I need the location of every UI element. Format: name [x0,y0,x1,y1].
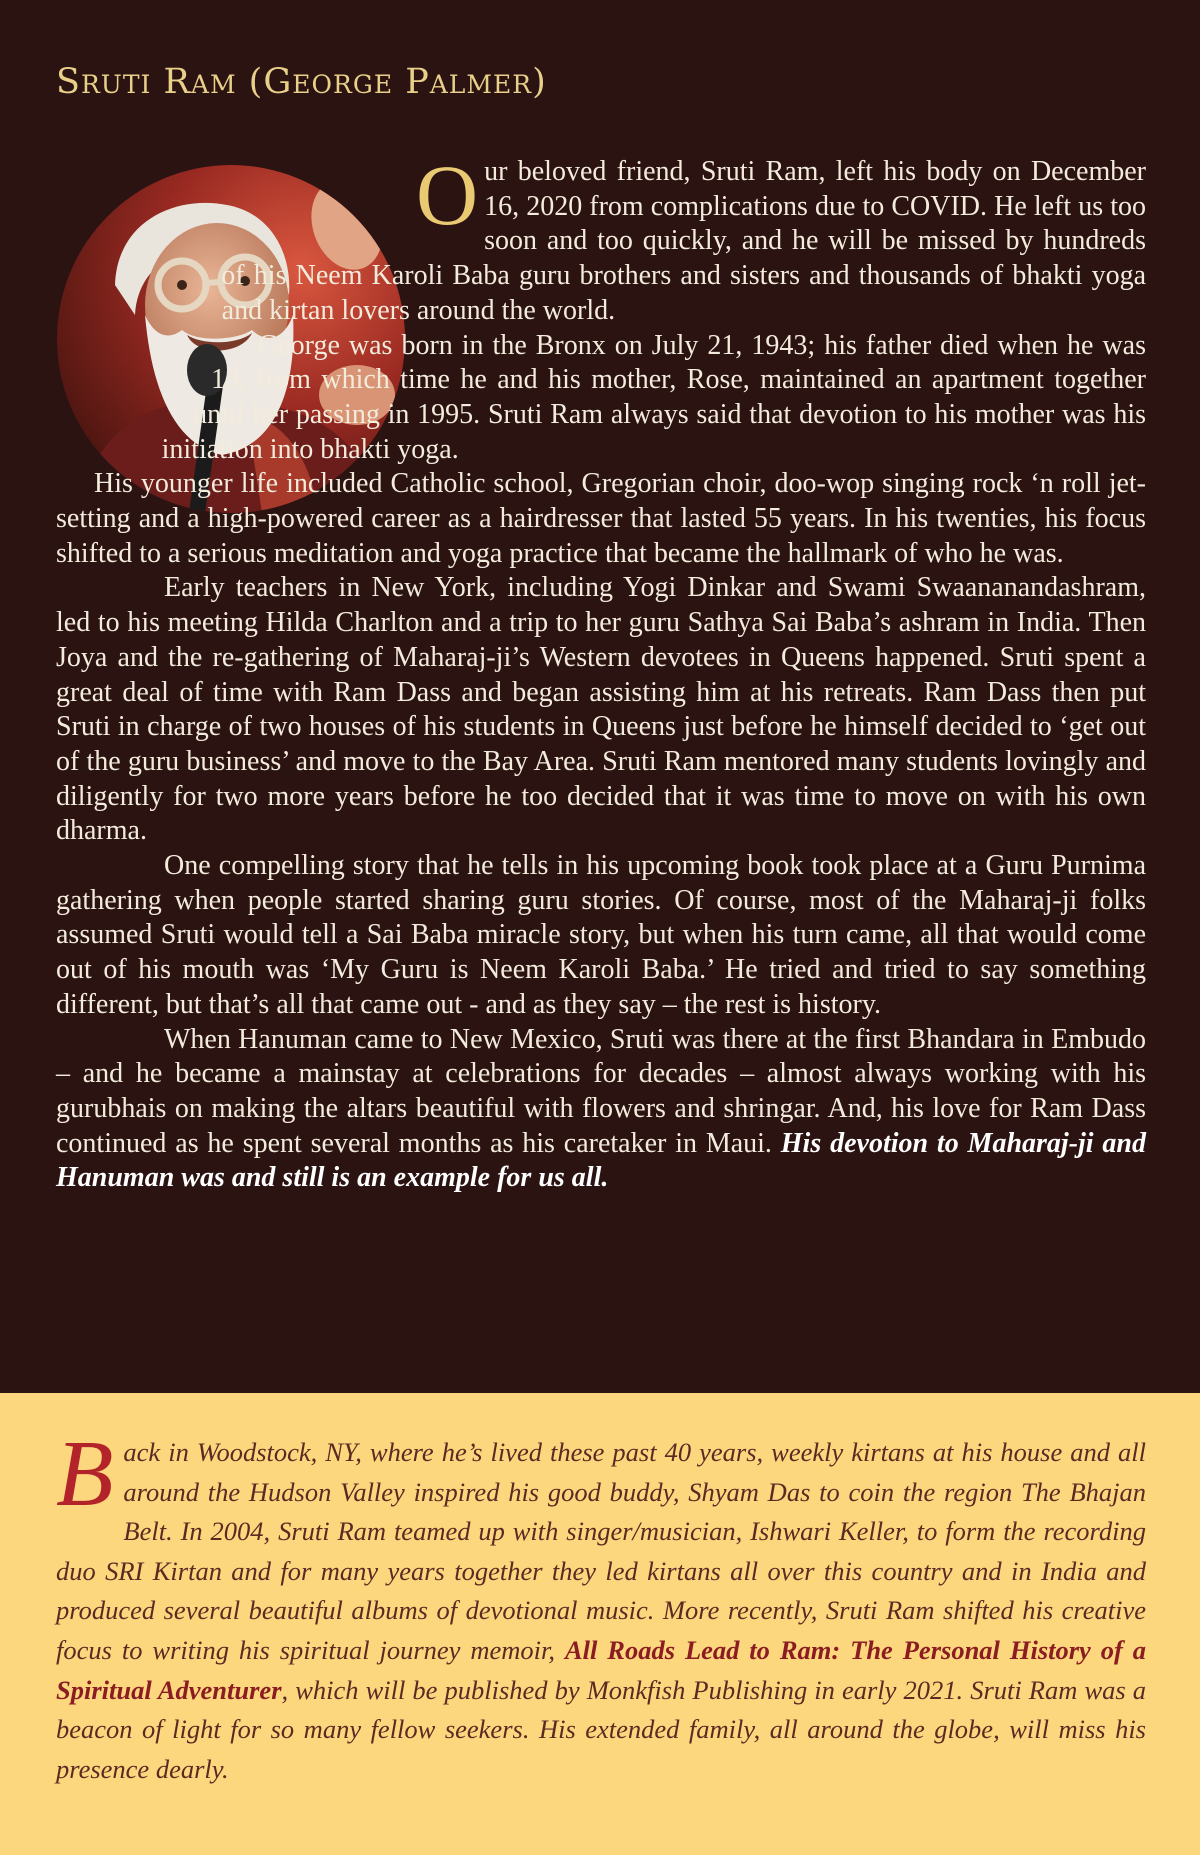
paragraph-1-text: ur beloved friend, Sruti Ram, left his body on December 16, 2020 from complications due to COVID. He left us too soon and too quickly, and he will be missed by hundreds of his Neem Karoli Baba guru brothers and sisters and thousands of bhakti yoga and kirtan lovers around the world. [221,156,1146,326]
drop-cap-bottom: B [56,1422,114,1526]
paragraph-4: Early teachers in New York, including Yogi Dinkar and Swami Swaananandashram, led to his meeting Hilda Charlton and a trip to her guru Sathya Sai Baba’s ashram in India. Then Joya and the re-gathering of Maharaj-ji’s Western devotees in Queens happened. Sruti spent a great deal of time with Ram Dass and began assisting him at his retreats. Ram Dass then put Sruti in charge of two houses of his students in Queens just before he himself decided to ‘get out of the guru business’ and move to the Bay Area. Sruti Ram mentored many students lovingly and diligently for two more years before he too decided that it was time to move on with his own dharma. [56,572,1146,847]
paragraph-3: His younger life included Catholic school, Gregorian choir, doo-wop singing rock ‘n roll jet-setting and a high-powered career as a hairdresser that lasted 55 years. In his twenties, his focus shifted to a serious meditation and yoga practice that became the hallmark of who he was. [56,468,1146,569]
bottom-text-1: ack in Woodstock, NY, where he’s lived these past 40 years, weekly kirtans at his house and all around the Hudson Valley inspired his good buddy, Shyam Das to coin the region The Bhajan Belt. In 2004, Sruti Ram teamed up with singer/musician, Ishwari Keller, to form the recording duo SRI Kirtan and for many years together they led kirtans all over this country and in India and produced several beautiful albums of devotional music. More recently, Sruti Ram shifted his creative focus to writing his spiritual journey memoir, [56,1437,1146,1665]
paragraph-6-text: When Hanuman came to New Mexico, Sruti was there at the first Bhandara in Embudo – and he became a mainstay at celebrations for decades – almost always working with his gurubhais on making the altars beautiful with flowers and shringar. And, his love for Ram Dass continued as he spent several months as his caretaker in Maui. [56,1023,1146,1159]
paragraph-6 [56,1023,1146,1197]
article-bottom-section [0,1393,1200,1855]
paragraph-1 [56,147,1146,329]
paragraph-2: George was born in the Bronx on July 21, 1943; his father died when he was 13, from which time he and his mother, Rose, maintained an apartment together until her passing in 1995. Sruti Ram always said that devotion to his mother was his initiation into bhakti yoga. [161,329,1146,465]
article-body [56,147,1146,1196]
closing-emphasis: His devotion to Maharaj-ji and Hanuman was and still is an example for us all. [56,1127,1146,1194]
book-title: All Roads Lead to Ram: The Personal History of a Spiritual Adventurer [56,1634,1146,1705]
page-title: Sruti Ram (George Palmer) [56,62,547,102]
paragraph-5: One compelling story that he tells in his upcoming book took place at a Guru Purnima gathering when people started sharing guru stories. Of course, most of the Maharaj-ji folks assumed Sruti would tell a Sai Baba miracle story, but when his turn came, all that would come out of his mouth was ‘My Guru is Neem Karoli Baba.’ He tried and tried to say something different, but that’s all that came out - and as they say – the rest is history. [56,850,1146,1020]
drop-cap: O [416,147,479,243]
bottom-paragraph [56,1422,1147,1789]
bottom-text-2: , which will be published by Monkfish Publishing in early 2021. Sruti Ram was a beacon of light for so many fellow seekers. His extended family, all around the globe, will miss his presence dearly. [56,1674,1147,1784]
